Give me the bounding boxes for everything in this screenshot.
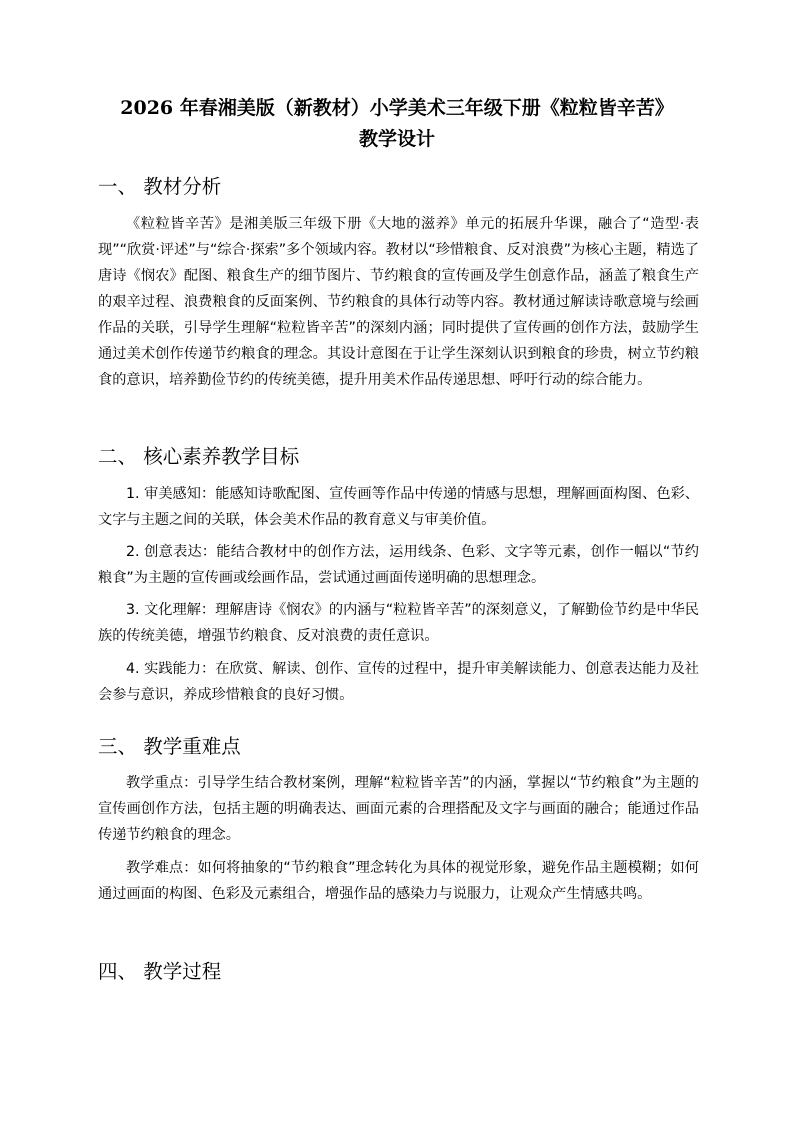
paragraph-teaching-focus: 教学重点：引导学生结合教材案例，理解“粒粒皆辛苦”的内涵，掌握以“节约粮食”为主题的宣传画创作方法，包括主题的明确表达、画面元素的合理搭配及文字与画面的融合；能通过作品传递节约粮食的理念。 [98, 775, 699, 843]
objective-cultural-understanding: 3. 文化理解：理解唐诗《悯农》的内涵与“粒粒皆辛苦”的深刻意义，了解勤俭节约是中华民族的传统美德，增强节约粮食、反对浪费的责任意识。 [98, 602, 699, 644]
paragraph-teaching-difficulty: 教学难点：如何将抽象的“节约粮食”理念转化为具体的视觉形象，避免作品主题模糊；如何通过画面的构图、色彩及元素组合，增强作品的感染力与说服力，让观众产生情感共鸣。 [98, 860, 699, 902]
section-heading-teaching-objectives: 二、 核心素养教学目标 [98, 445, 300, 468]
objective-creative-expression: 2. 创意表达：能结合教材中的创作方法，运用线条、色彩、文字等元素，创作一幅以“节约粮食”为主题的宣传画或绘画作品，尝试通过画面传递明确的思想理念。 [98, 544, 699, 586]
document-title: 2026 年春湘美版（新教材）小学美术三年级下册《粒粒皆辛苦》 [120, 97, 674, 119]
objective-aesthetic-perception: 1. 审美感知：能感知诗歌配图、宣传画等作品中传递的情感与思想，理解画面构图、色彩、文字与主题之间的关联，体会美术作品的教育意义与审美价值。 [98, 486, 699, 528]
section-heading-teaching-process: 四、 教学过程 [98, 960, 222, 983]
paragraph-textbook-analysis: 《粒粒皆辛苦》是湘美版三年级下册《大地的滋养》单元的拓展升华课，融合了“造型·表现”“欣赏·评述”与“综合·探索”多个领域内容。教材以“珍惜粮食、反对浪费”为核心主题，精选了唐诗《悯农》配图、粮食生产的细节图片、节约粮食的宣传画及学生创意作品，涵盖了粮食生产的艰辛过程、浪费粮食的反面案例、节约粮食的具体行动等内容。教材通过解读诗歌意境与绘画作品的关联，引导学生理解“粒粒皆辛苦”的深刻内涵；同时提供了宣传画的创作方法，鼓励学生通过美术创作传递节约粮食的理念。其设计意图在于让学生深刻认识到粮食的珍贵，树立节约粮食的意识，培养勤俭节约的传统美德，提升用美术作品传递思想、呼吁行动的综合能力。 [98, 216, 699, 388]
section-heading-textbook-analysis: 一、 教材分析 [98, 175, 222, 198]
objective-practical-ability: 4. 实践能力：在欣赏、解读、创作、宣传的过程中，提升审美解读能力、创意表达能力及社会参与意识，养成珍惜粮食的良好习惯。 [98, 661, 699, 703]
section-heading-key-difficulties: 三、 教学重难点 [98, 735, 241, 758]
document-title-continued: 教学设计 [358, 128, 435, 150]
